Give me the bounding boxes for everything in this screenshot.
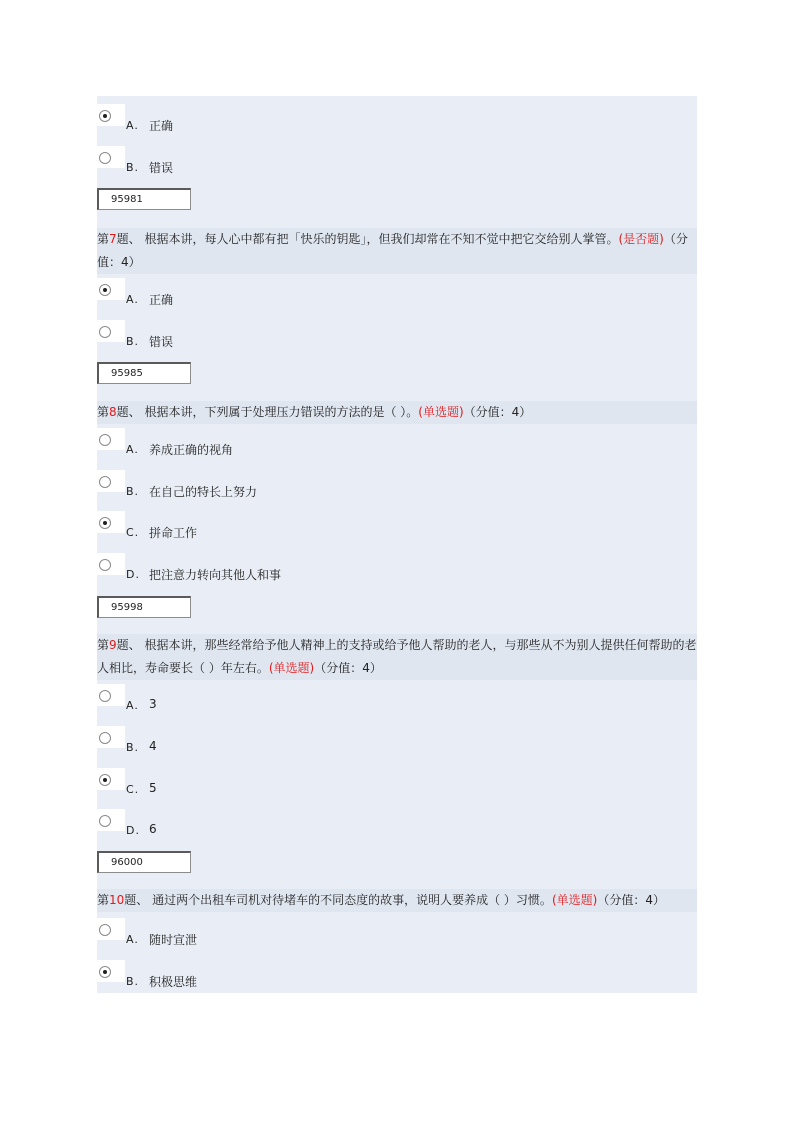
option-letter: A. xyxy=(126,933,139,946)
option-letter: A. xyxy=(126,293,139,306)
option-q10-a[interactable] xyxy=(97,918,697,958)
option-q8-d[interactable] xyxy=(97,553,697,593)
radio-button-checked[interactable] xyxy=(99,284,111,296)
option-letter: C. xyxy=(126,783,140,796)
radio-button-checked[interactable] xyxy=(99,774,111,786)
option-text: 积极思维 xyxy=(149,975,198,989)
option-text: 4 xyxy=(149,739,157,753)
question-header-q10: 第10题、 通过两个出租车司机对待堵车的不同态度的故事，说明人要养成（ ）习惯。(单选题)（分值：4） xyxy=(97,889,697,912)
option-q6-b[interactable] xyxy=(97,146,697,186)
answer-input-q8[interactable]: 95998 xyxy=(97,596,191,618)
answer-input-q9[interactable]: 96000 xyxy=(97,851,191,873)
option-text: 正确 xyxy=(149,293,174,307)
option-letter: A. xyxy=(126,119,139,132)
option-text: 正确 xyxy=(149,119,174,133)
radio-button[interactable] xyxy=(99,434,111,446)
answer-input-q6[interactable]: 95981 xyxy=(97,188,191,210)
radio-button-checked[interactable] xyxy=(99,110,111,122)
option-letter: D. xyxy=(126,824,140,837)
option-text: 错误 xyxy=(149,335,174,349)
option-letter: B. xyxy=(126,335,140,348)
question-header-q7: 第7题、 根据本讲，每人心中都有把「快乐的钥匙」，但我们却常在不知不觉中把它交给别人掌管。(是否题)（分 值：4） xyxy=(97,228,697,274)
option-letter: B. xyxy=(126,161,140,174)
radio-button-checked[interactable] xyxy=(99,966,111,978)
option-q8-b[interactable] xyxy=(97,470,697,510)
option-text: 5 xyxy=(149,781,157,795)
question-header-q9: 第9题、 根据本讲，那些经常给予他人精神上的支持或给予他人帮助的老人，与那些从不为别人提供任何帮助的老 人相比，寿命要长（ ）年左右。(单选题)（分值：4） xyxy=(97,634,697,680)
option-letter: D. xyxy=(126,568,140,581)
option-letter: C. xyxy=(126,526,140,539)
radio-button[interactable] xyxy=(99,476,111,488)
radio-button[interactable] xyxy=(99,152,111,164)
option-q9-a[interactable] xyxy=(97,684,697,724)
option-text: 随时宣泄 xyxy=(149,933,198,947)
radio-button[interactable] xyxy=(99,559,111,571)
option-letter: A. xyxy=(126,443,139,456)
option-q7-a[interactable] xyxy=(97,278,697,318)
option-text: 错误 xyxy=(149,161,174,175)
option-text: 把注意力转向其他人和事 xyxy=(149,568,282,582)
option-text: 养成正确的视角 xyxy=(149,443,234,457)
option-text: 在自己的特长上努力 xyxy=(149,485,258,499)
answer-input-q7[interactable]: 95985 xyxy=(97,362,191,384)
option-text: 6 xyxy=(149,822,157,836)
radio-button[interactable] xyxy=(99,732,111,744)
option-q8-a[interactable] xyxy=(97,428,697,468)
option-letter: A. xyxy=(126,699,139,712)
option-q9-d[interactable] xyxy=(97,809,697,849)
quiz-panel xyxy=(97,96,697,993)
radio-button[interactable] xyxy=(99,690,111,702)
radio-button-checked[interactable] xyxy=(99,517,111,529)
option-text: 拼命工作 xyxy=(149,526,198,540)
option-q9-b[interactable] xyxy=(97,726,697,766)
option-q10-b[interactable] xyxy=(97,960,697,1000)
question-header-q8: 第8题、 根据本讲，下列属于处理压力错误的方法的是（ ）。(单选题)（分值：4） xyxy=(97,401,697,424)
option-q8-c[interactable] xyxy=(97,511,697,551)
option-q9-c[interactable] xyxy=(97,768,697,808)
radio-button[interactable] xyxy=(99,815,111,827)
radio-button[interactable] xyxy=(99,326,111,338)
option-q6-a[interactable] xyxy=(97,104,697,144)
option-letter: B. xyxy=(126,741,140,754)
option-letter: B. xyxy=(126,975,140,988)
option-letter: B. xyxy=(126,485,140,498)
option-text: 3 xyxy=(149,697,157,711)
radio-button[interactable] xyxy=(99,924,111,936)
option-q7-b[interactable] xyxy=(97,320,697,360)
